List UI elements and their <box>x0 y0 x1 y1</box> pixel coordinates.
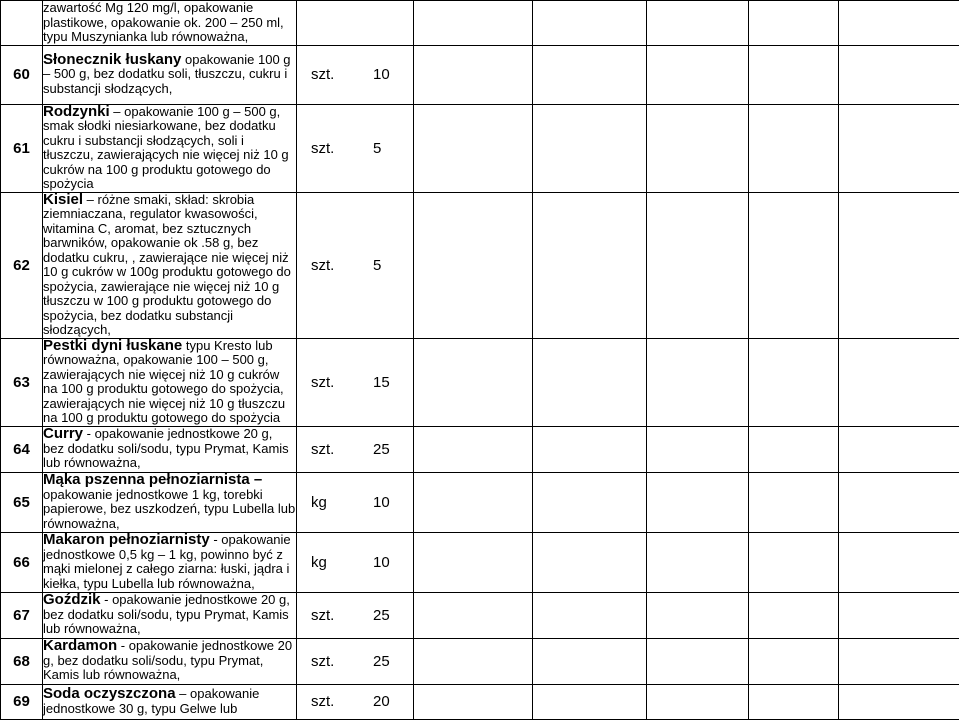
empty-cell <box>647 104 749 192</box>
product-description <box>43 426 297 472</box>
unit: kg <box>297 554 373 571</box>
empty-cell <box>749 104 839 192</box>
empty-cell <box>647 592 749 638</box>
product-details: - opakowanie jednostkowe 0,5 kg – 1 kg, powinno być z mąki mielonej z całego ziarna: łuski, jądra i kiełka, typu Lubella lub równoważna, <box>43 532 291 591</box>
product-description <box>43 532 297 592</box>
empty-cell <box>749 532 839 592</box>
empty-cell <box>533 592 647 638</box>
table-row <box>1 532 959 592</box>
quantity: 10 <box>373 554 390 571</box>
empty-cell <box>839 472 959 532</box>
product-description <box>43 104 297 192</box>
unit: szt. <box>297 257 373 274</box>
empty-cell <box>749 192 839 338</box>
product-name: Kisiel <box>43 191 83 208</box>
empty-cell <box>414 684 533 719</box>
empty-cell <box>533 1 647 46</box>
unit: szt. <box>297 140 373 157</box>
empty-cell <box>414 338 533 426</box>
product-description <box>43 1 297 46</box>
product-details: - opakowanie jednostkowe 20 g, bez dodatku soli/sodu, typu Prymat, Kamis lub równoważna, <box>43 426 289 470</box>
empty-cell <box>647 192 749 338</box>
row-number: 69 <box>1 684 43 719</box>
empty-cell <box>533 532 647 592</box>
row-number: 65 <box>1 472 43 532</box>
empty-cell <box>839 638 959 684</box>
empty-cell <box>533 104 647 192</box>
unit-qty-cell <box>297 338 414 426</box>
quantity: 25 <box>373 653 390 670</box>
product-description <box>43 472 297 532</box>
empty-cell <box>533 472 647 532</box>
unit-qty-cell <box>297 426 414 472</box>
empty-cell <box>647 426 749 472</box>
empty-cell <box>749 472 839 532</box>
quantity: 25 <box>373 607 390 624</box>
empty-cell <box>647 532 749 592</box>
empty-cell <box>414 104 533 192</box>
quantity: 10 <box>373 66 390 83</box>
row-number: 64 <box>1 426 43 472</box>
empty-cell <box>414 45 533 104</box>
empty-cell <box>647 472 749 532</box>
empty-cell <box>839 684 959 719</box>
empty-cell <box>647 1 749 46</box>
product-details: opakowanie 100 g – 500 g, bez dodatku soli, tłuszczu, cukru i substancji słodzących, <box>43 52 291 96</box>
empty-cell <box>414 592 533 638</box>
row-number: 62 <box>1 192 43 338</box>
table-row <box>1 472 959 532</box>
empty-cell <box>533 338 647 426</box>
product-description <box>43 192 297 338</box>
unit-qty-cell <box>297 592 414 638</box>
row-number: 66 <box>1 532 43 592</box>
empty-cell <box>839 104 959 192</box>
unit-qty-cell <box>297 472 414 532</box>
product-details: – opakowanie jednostkowe 30 g, typu Gelwe lub <box>43 686 259 716</box>
unit: szt. <box>297 374 373 391</box>
product-details: typu Kresto lub równoważna, opakowanie 100 – 500 g, zawierających nie więcej niż 10 g cukrów na 100 g produktu gotowego do spożycia, zawierających nie więcej niż 10 g tłuszczu na 100 g produktu gotowego do spożycia <box>43 338 285 426</box>
product-name: Słonecznik łuskany <box>43 51 181 68</box>
empty-cell <box>749 426 839 472</box>
row-number <box>1 1 43 46</box>
product-name: Makaron pełnoziarnisty <box>43 531 210 548</box>
product-details: opakowanie jednostkowe 1 kg, torebki papierowe, bez uszkodzeń, typu Lubella lub równoważna, <box>43 487 295 531</box>
product-name: Mąka pszenna pełnoziarnista – <box>43 471 262 488</box>
row-number: 63 <box>1 338 43 426</box>
product-name: Curry <box>43 425 83 442</box>
table-row <box>1 338 959 426</box>
unit-qty-cell <box>297 104 414 192</box>
row-number: 67 <box>1 592 43 638</box>
quantity: 10 <box>373 494 390 511</box>
empty-cell <box>839 532 959 592</box>
empty-cell <box>749 1 839 46</box>
quantity: 15 <box>373 374 390 391</box>
quantity: 5 <box>373 140 381 157</box>
product-details: – opakowanie 100 g – 500 g, smak słodki niesiarkowane, bez dodatku cukru i substancji słodzących, soli i tłuszczu, zawierających nie więcej niż 10 g cukrów na 100 g produktu gotowego do spożycia <box>43 104 289 192</box>
table-row <box>1 192 959 338</box>
empty-cell <box>749 638 839 684</box>
empty-cell <box>414 472 533 532</box>
product-description <box>43 592 297 638</box>
empty-cell <box>533 45 647 104</box>
unit: szt. <box>297 653 373 670</box>
unit-qty-cell <box>297 532 414 592</box>
table-row <box>1 592 959 638</box>
empty-cell <box>647 638 749 684</box>
product-description <box>43 638 297 684</box>
empty-cell <box>533 684 647 719</box>
empty-cell <box>839 45 959 104</box>
product-details: – różne smaki, skład: skrobia ziemniaczana, regulator kwasowości, witamina C, aromat, bez sztucznych barwników, opakowanie ok .58 g, bez dodatku cukru, , zawierające nie więcej niż 10 g cukrów w 100g produktu gotowego do spożycia, zawierające nie więcej niż 10 g tłuszczu w 100 g produktu gotowego do spożycia, bez dodatku substancji słodzących, <box>43 192 291 338</box>
product-details: zawartość Mg 120 mg/l, opakowanie plastikowe, opakowanie ok. 200 – 250 ml, typu Muszynianka lub równoważna, <box>43 0 284 44</box>
unit-qty-cell <box>297 684 414 719</box>
product-description <box>43 45 297 104</box>
empty-cell <box>647 684 749 719</box>
row-number: 68 <box>1 638 43 684</box>
unit: szt. <box>297 693 373 710</box>
empty-cell <box>647 338 749 426</box>
unit: szt. <box>297 441 373 458</box>
empty-cell <box>647 45 749 104</box>
quantity: 5 <box>373 257 381 274</box>
empty-cell <box>749 592 839 638</box>
product-name: Soda oczyszczona <box>43 685 176 702</box>
empty-cell <box>533 638 647 684</box>
table-row <box>1 426 959 472</box>
unit-qty-cell <box>297 45 414 104</box>
unit: szt. <box>297 607 373 624</box>
product-name: Pestki dyni łuskane <box>43 337 182 354</box>
quantity: 25 <box>373 441 390 458</box>
empty-cell <box>414 638 533 684</box>
table-row <box>1 684 959 719</box>
empty-cell <box>839 192 959 338</box>
quantity: 20 <box>373 693 390 710</box>
product-description <box>43 338 297 426</box>
table-row <box>1 104 959 192</box>
empty-cell <box>414 1 533 46</box>
unit: szt. <box>297 66 373 83</box>
empty-cell <box>749 338 839 426</box>
empty-cell <box>839 592 959 638</box>
row-number: 60 <box>1 45 43 104</box>
product-name: Goździk <box>43 591 101 608</box>
empty-cell <box>839 426 959 472</box>
table-row <box>1 45 959 104</box>
row-number: 61 <box>1 104 43 192</box>
empty-cell <box>414 426 533 472</box>
empty-cell <box>749 684 839 719</box>
unit-qty-cell <box>297 192 414 338</box>
table-row <box>1 638 959 684</box>
empty-cell <box>839 1 959 46</box>
empty-cell <box>414 532 533 592</box>
unit-qty-cell <box>297 1 414 46</box>
product-details: - opakowanie jednostkowe 20 g, bez dodatku soli/sodu, typu Prymat, Kamis lub równoważna, <box>43 592 290 636</box>
empty-cell <box>414 192 533 338</box>
empty-cell <box>839 338 959 426</box>
empty-cell <box>749 45 839 104</box>
product-name: Rodzynki <box>43 103 110 120</box>
empty-cell <box>533 192 647 338</box>
unit-qty-cell <box>297 638 414 684</box>
product-details: - opakowanie jednostkowe 20 g, bez dodatku soli/sodu, typu Prymat, Kamis lub równoważna, <box>43 638 292 682</box>
empty-cell <box>533 426 647 472</box>
product-description <box>43 684 297 719</box>
product-name: Kardamon <box>43 637 117 654</box>
unit: kg <box>297 494 373 511</box>
table-row <box>1 1 959 46</box>
